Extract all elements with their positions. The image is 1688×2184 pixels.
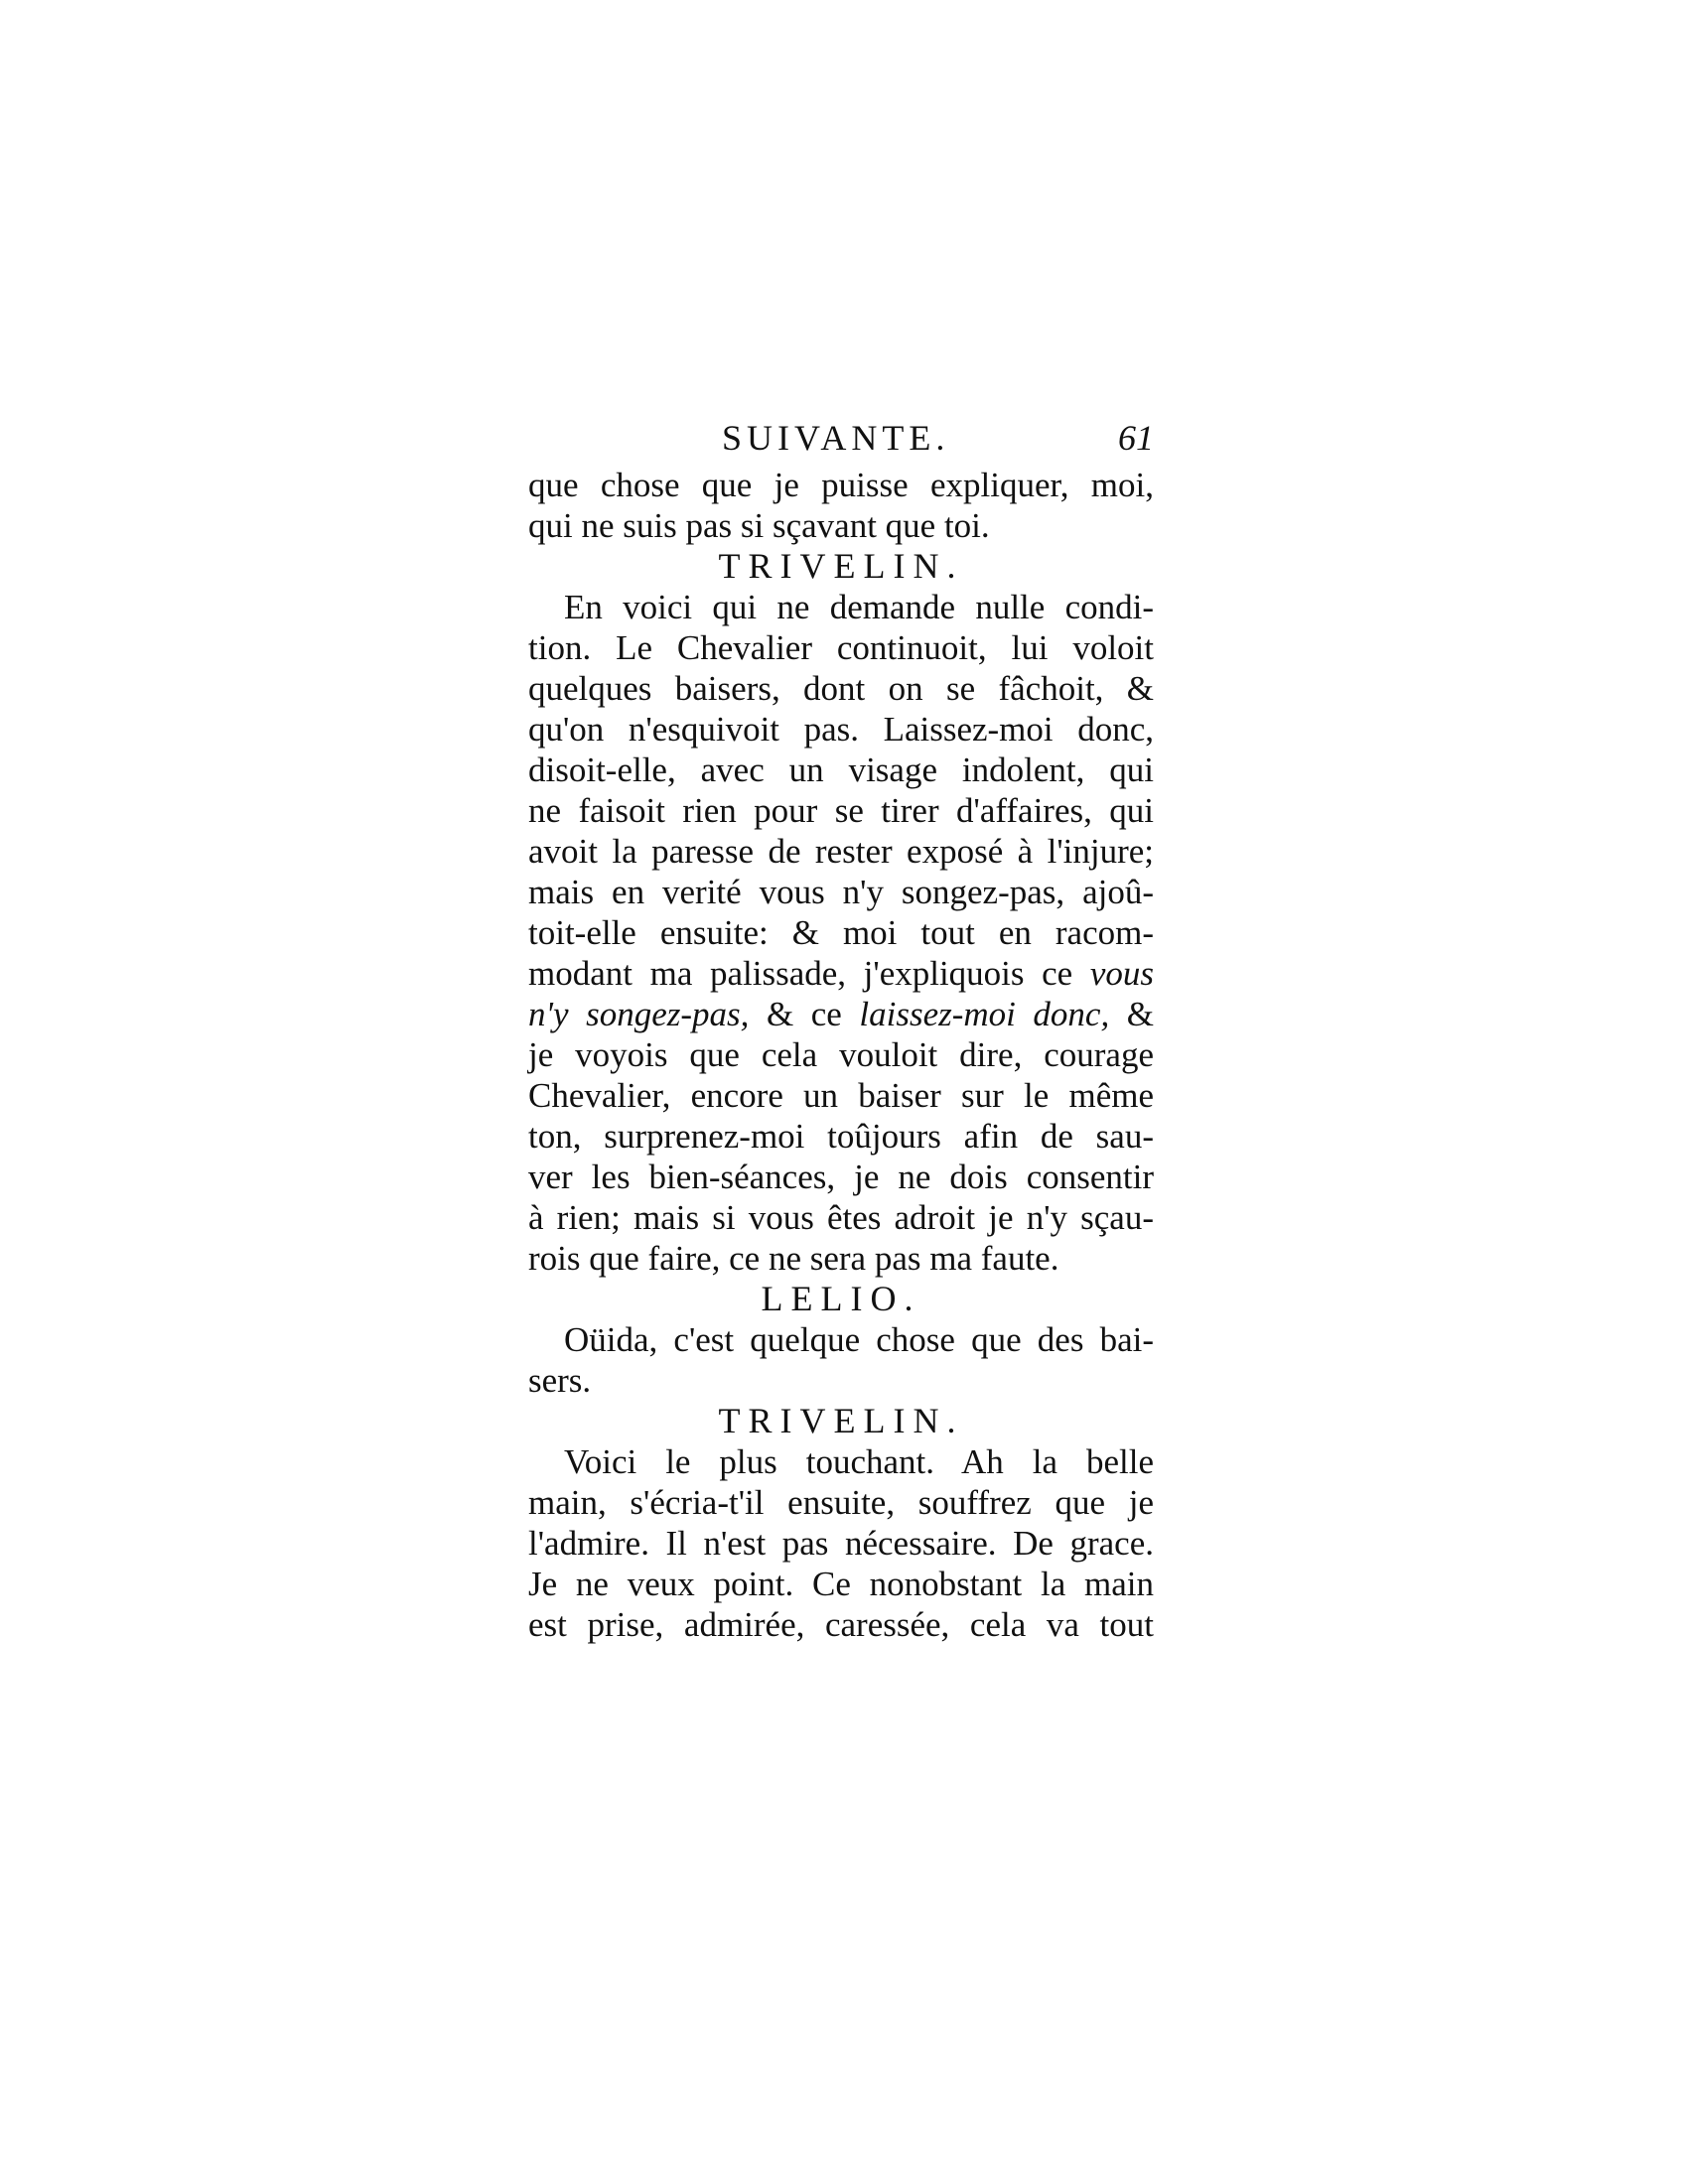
- text-line: qui ne suis pas si sçavant que toi.: [528, 506, 990, 545]
- text-line: avoit la paresse de rester exposé à l'injure;: [528, 832, 1154, 871]
- text-line: mais en verité vous n'y songez-pas, ajoû-: [528, 873, 1154, 911]
- speaker-heading-lelio: LELIO.: [761, 1279, 921, 1318]
- text-line: [528, 953, 1154, 994]
- speaker-heading-trivelin: TRIVELIN.: [718, 1401, 964, 1440]
- speaker-heading-trivelin: TRIVELIN.: [718, 546, 964, 586]
- text-block: [528, 465, 1154, 1645]
- text-line: à rien; mais si vous êtes adroit je n'y sçau-: [528, 1198, 1154, 1237]
- text-line: quelques baisers, dont on se fâchoit, &: [528, 669, 1154, 708]
- text-segment: modant ma palissade, j'expliquois ce: [528, 954, 1073, 993]
- text-line: est prise, admirée, caressée, cela va tout: [528, 1605, 1154, 1644]
- text-segment: & ce: [766, 995, 842, 1033]
- text-line: je voyois que cela vouloit dire, courage: [528, 1035, 1154, 1074]
- page-number: 61: [1118, 418, 1154, 458]
- text-line: main, s'écria-t'il ensuite, souffrez que je: [528, 1483, 1154, 1522]
- running-title: SUIVANTE.: [722, 418, 950, 458]
- text-line: Je ne veux point. Ce nonobstant la main: [528, 1565, 1154, 1603]
- text-line: ne faisoit rien pour se tirer d'affaires, qui: [528, 791, 1154, 830]
- text-line: l'admire. Il n'est pas nécessaire. De grace.: [528, 1524, 1154, 1563]
- text-line: En voici qui ne demande nulle condi-: [564, 588, 1154, 626]
- text-line: Chevalier, encore un baiser sur le même: [528, 1076, 1154, 1115]
- text-line: ton, surprenez-moi toûjours afin de sau-: [528, 1117, 1154, 1156]
- text-line: toit-elle ensuite: & moi tout en racom-: [528, 913, 1154, 952]
- text-line: [528, 994, 1154, 1034]
- italic-segment: laissez-moi donc,: [859, 995, 1110, 1033]
- text-line: Voici le plus touchant. Ah la belle: [564, 1442, 1154, 1481]
- text-line: rois que faire, ce ne sera pas ma faute.: [528, 1239, 1059, 1278]
- italic-segment: n'y songez-pas,: [528, 995, 750, 1033]
- text-line: tion. Le Chevalier continuoit, lui voloit: [528, 628, 1154, 667]
- text-line: disoit-elle, avec un visage indolent, qui: [528, 751, 1154, 789]
- text-line: Oüida, c'est quelque chose que des bai-: [564, 1320, 1154, 1359]
- italic-segment: vous: [1089, 954, 1154, 993]
- text-line: ver les bien-séances, je ne dois consentir: [528, 1158, 1154, 1196]
- text-line: que chose que je puisse expliquer, moi,: [528, 466, 1154, 504]
- running-header: [528, 417, 1154, 461]
- text-line: sers.: [528, 1361, 592, 1400]
- text-segment: &: [1126, 995, 1155, 1033]
- text-line: qu'on n'esquivoit pas. Laissez-moi donc,: [528, 710, 1154, 749]
